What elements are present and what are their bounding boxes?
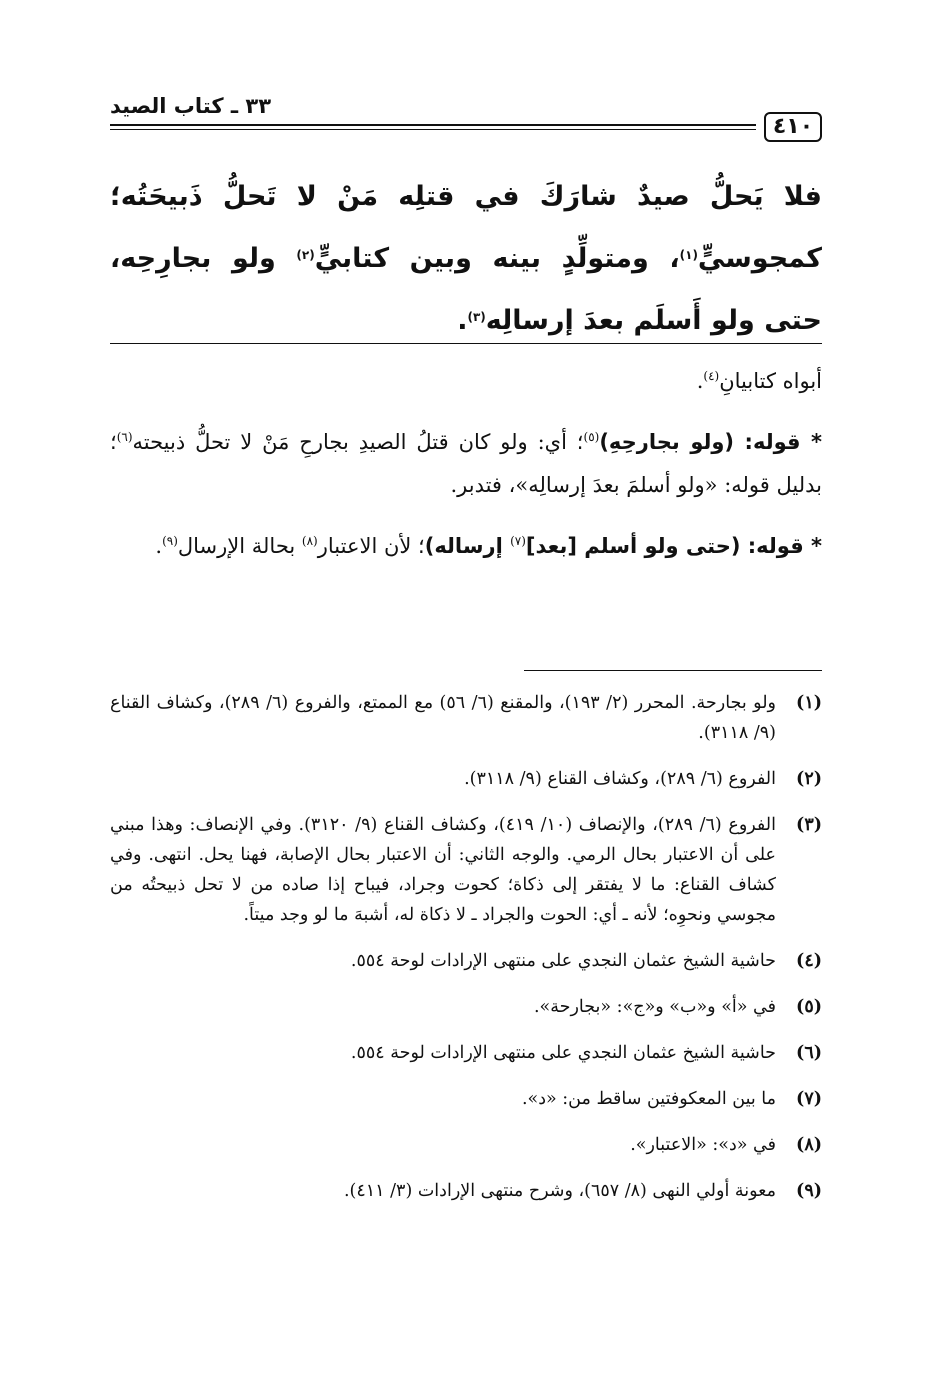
main-text-part: . [457,305,468,336]
commentary-text: بحالة الإرسال [177,534,302,558]
footnote-item [110,688,822,748]
footnote-ref[interactable]: (٤) [703,369,720,383]
commentary-paragraph [110,421,822,507]
footnote-text: الفروع (٦/ ٢٨٩)، وكشاف القناع (٩/ ٣١١٨). [464,769,776,789]
commentary-paragraph [110,525,822,568]
commentary-text: ؛ أي: ولو كان قتلُ الصيدِ بجارحِ مَنْ لا تحلُّ ذبيحته [132,430,584,454]
footnote-number: (٨) [796,1135,822,1155]
footnote-number: (٢) [796,769,822,789]
footnote-ref[interactable]: (٦) [116,430,133,444]
page-header [110,90,822,139]
footnote-item [110,1038,822,1068]
commentary-text: ؛ لأن الاعتبار [317,534,425,558]
commentary-paragraph [110,360,822,403]
header-rule [110,124,756,126]
footnote-item [110,1084,822,1114]
footnote-ref[interactable]: (١) [679,248,698,262]
footnote-ref[interactable]: (٢) [296,248,315,262]
footnote-number: (٦) [796,1043,822,1063]
quote-lead: * قوله: (ولو بجارحِهِ) [599,430,823,454]
section-divider [110,343,822,344]
commentary-text: أبواه كتابيانِ [719,369,822,393]
footnote-text: في «أ» و«ب» و«ج»: «بجارحة». [533,997,776,1017]
footnote-item [110,764,822,794]
footnote-text: ولو بجارحة. المحرر (٢/ ١٩٣)، والمقنع (٦/ ٥٦) مع الممتع، والفروع (٦/ ٢٨٩)، وكشاف القناع (٩/ ٣١١٨). [110,693,777,743]
footnote-ref[interactable]: (٩) [162,534,178,548]
book-page [110,90,823,1201]
header-rule-thin [110,129,756,130]
footnote-item [110,810,822,930]
main-text [110,166,822,352]
footnote-number: (١) [796,693,822,713]
footnotes [110,688,822,1222]
footnote-item [110,992,822,1022]
footnote-number: (٣) [796,815,822,835]
commentary-text: ؛ بدليل قوله: «ولو أسلمَ بعدَ إرسالِه»، فتدبر. [110,430,822,497]
footnote-text: في «د»: «الاعتبار». [630,1135,776,1155]
footnote-number: (٧) [796,1089,822,1109]
footnote-ref[interactable]: (٥) [583,430,600,444]
commentary-text: . [696,369,704,393]
footnote-number: (٤) [796,951,822,971]
commentary-text: . [155,534,163,558]
footnote-item [110,1176,822,1206]
running-head: ٣٣ ـ كتاب الصيد [110,94,272,118]
main-text-part: ، ومتولِّدٍ بينه وبين كتابيٍّ [314,243,680,274]
footnote-ref[interactable]: (٣) [467,310,486,324]
commentary [110,360,822,586]
footnote-number: (٥) [796,997,822,1017]
footnote-text: معونة أولي النهى (٨/ ٦٥٧)، وشرح منتهى الإرادات (٣/ ٤١١). [343,1181,776,1201]
main-text-part: ولو بجارِحِه، حتى ولو أَسلَم بعدَ إرسالِه [110,243,822,336]
footnote-rule [524,670,822,671]
footnote-number: (٩) [796,1181,822,1201]
main-text-part: فلا يَحلُّ صيدٌ شارَكَ في قتلِه مَنْ لا تَحلُّ ذَبيحَتُه؛ كمجوسيٍّ [110,181,822,274]
footnote-item [110,946,822,976]
footnote-ref[interactable]: (٧) [510,534,526,548]
page-number: ٤١٠ [764,112,822,142]
quote-lead: * قوله: (حتى ولو أسلم [بعد] [525,534,822,558]
footnote-text: حاشية الشيخ عثمان النجدي على منتهى الإرادات لوحة ٥٥٤. [350,951,776,971]
quote-lead: إرساله) [424,534,511,558]
footnote-text: ما بين المعكوفتين ساقط من: «د». [521,1089,776,1109]
footnote-ref[interactable]: (٨) [301,534,318,548]
footnote-text: الفروع (٦/ ٢٨٩)، والإنصاف (١٠/ ٤١٩)، وكشاف القناع (٩/ ٣١٢٠). وفي الإنصاف: وهذا مبني على أن الاعتبار بحال الرمي. والوجه الثاني: أن الاعتبار بحال الإصابة، فهنا يحل. انتهى. وفي كشاف القناع: ما لا يفتقر إلى ذكاة؛ كحوت وجراد، فيباح إذا صاده من لا تحل ذبيحتُه من مجوسي ونحوِه؛ لأنه ـ أي: الحوت والجراد ـ لا ذكاة له، أشبهَ ما لو وجد ميتاً. [110,815,776,925]
footnote-item [110,1130,822,1160]
footnote-text: حاشية الشيخ عثمان النجدي على منتهى الإرادات لوحة ٥٥٤. [350,1043,776,1063]
